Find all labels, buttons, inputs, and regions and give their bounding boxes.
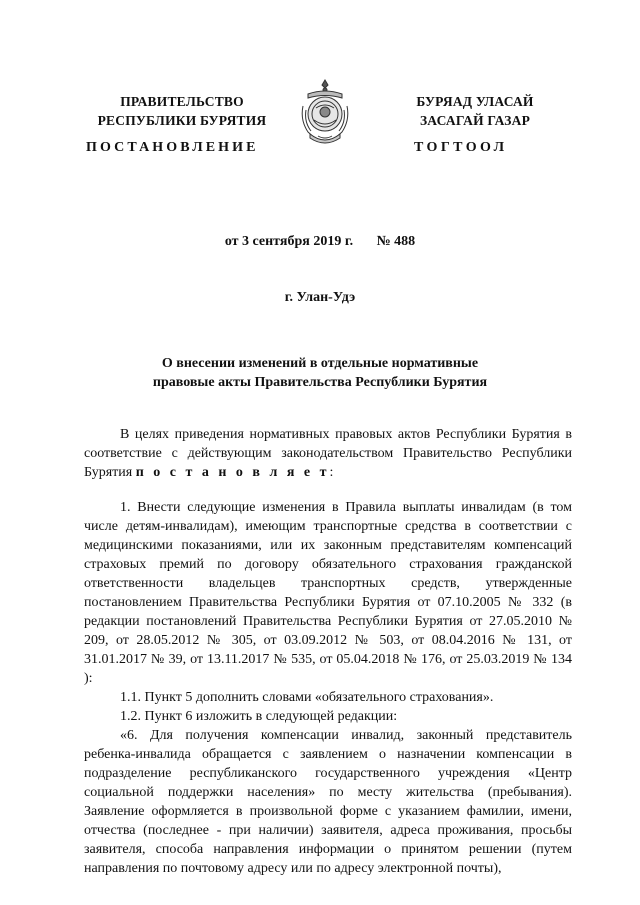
doc-type-buryat: ТОГТООЛ: [414, 140, 508, 155]
paragraph-6-text: «6. Для получения компенсации инвалид, законный представитель ребенка-инвалида обращается с заявлением о назначении компенсации в подразделение республиканского государственного учреждения «Центр социальной поддержки населения» по месту жительства (пребывания). Заявление оформляется в произвольной форме с указанием фамилии, имени, отчества (последнее - при наличии) заявителя, адреса проживания, просьбы заявителя, способа направления информации о принятом решении (путем направления по почтовому адресу или по адресу электронной почты),: [84, 728, 572, 876]
government-name-russian: [84, 92, 280, 130]
decree-city: г. Улан-Удэ: [284, 290, 356, 305]
buryatia-coat-of-arms-icon: [296, 76, 354, 148]
decree-number: № 488: [376, 234, 416, 249]
intro-paragraph: [84, 425, 572, 482]
decree-word: п о с т а н о в л я е т: [135, 465, 330, 480]
decree-body: [84, 425, 572, 878]
header-right-line2: ЗАСАГАЙ ГАЗАР: [419, 113, 531, 128]
decree-title: [0, 354, 640, 392]
intro-text: В целях приведения нормативных правовых актов Республики Бурятия в соответствие с действующим законодательством Правительство Республики Бурятия: [84, 427, 572, 480]
date-number-line: [0, 234, 640, 250]
header-left-line1: ПРАВИТЕЛЬСТВО: [120, 94, 244, 109]
paragraph-1: 1. Внести следующие изменения в Правила выплаты инвалидам (в том числе детям-инвалидам), имеющим транспортные средства в соответствии с медицинскими показаниями, или их законным представителям компенсаций страховых премий по договору обязательного страхования гражданской ответственности владельцев транспортных средств, утвержденные постановлением Правительства Республики Бурятия от 07.10.2005 № 332 (в редакции постановлений Правительства Республики Бурятия от 27.05.2010 № 209, от 28.05.2012 № 305, от 03.09.2012 № 503, от 08.04.2016 № 131, от 31.01.2017 № 39, от 13.11.2017 № 535, от 05.04.2018 № 176, от 25.03.2019 № 134 ):: [84, 500, 572, 686]
title-line1: О внесении изменений в отдельные нормативные: [161, 356, 479, 371]
doc-type-russian: ПОСТАНОВЛЕНИЕ: [86, 140, 259, 155]
header-right-line1: БУРЯАД УЛАСАЙ: [416, 94, 534, 109]
paragraph-1-2: 1.2. Пункт 6 изложить в следующей редакции:: [120, 709, 398, 724]
government-name-buryat: [380, 92, 570, 130]
title-line2: правовые акты Правительства Республики Бурятия: [152, 375, 488, 390]
header-left-line2: РЕСПУБЛИКИ БУРЯТИЯ: [97, 113, 267, 128]
decree-date: от 3 сентября 2019 г.: [224, 234, 354, 249]
intro-end: :: [329, 465, 334, 480]
paragraph-1-1: 1.1. Пункт 5 дополнить словами «обязательного страхования».: [120, 690, 494, 705]
